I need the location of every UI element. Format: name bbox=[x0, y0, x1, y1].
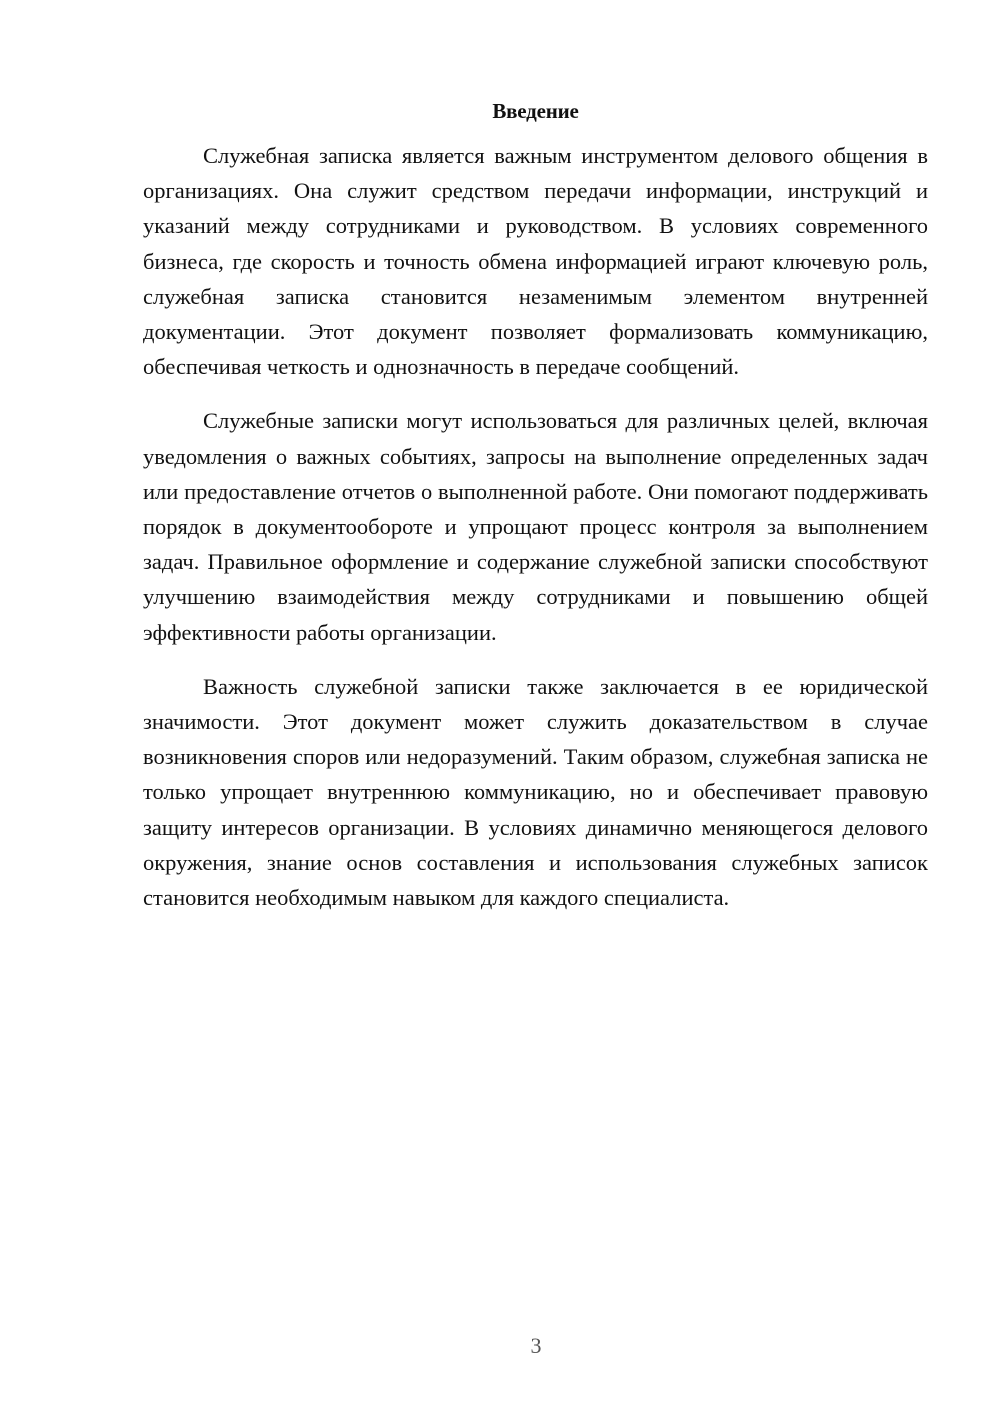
paragraph-1: Служебная записка является важным инструментом делового общения в организациях. Она служит средством передачи информации, инструкций и указаний между сотрудниками и руководством. В условиях современного бизнеса, где скорость и точность обмена информацией играют ключевую роль, служебная записка становится незаменимым элементом внутренней документации. Этот документ позволяет формализовать коммуникацию, обеспечивая четкость и однозначность в передаче сообщений. bbox=[143, 143, 928, 380]
paragraph-2: Служебные записки могут использоваться для различных целей, включая уведомления о важных событиях, запросы на выполнение определенных задач или предоставление отчетов о выполненной работе. Они помогают поддерживать порядок в документообороте и упрощают процесс контроля за выполнением задач. Правильное оформление и содержание служебной записки способствуют улучшению взаимодействия между сотрудниками и повышению общей эффективности работы организации. bbox=[143, 408, 928, 645]
paragraph-3: Важность служебной записки также заключается в ее юридической значимости. Этот документ может служить доказательством в случае возникновения споров или недоразумений. Таким образом, служебная записка не только упрощает внутреннюю коммуникацию, но и обеспечивает правовую защиту интересов организации. В условиях динамично меняющегося делового окружения, знание основ составления и использования служебных записок становится необходимым навыком для каждого специалиста. bbox=[143, 673, 928, 911]
page-number: 3 bbox=[530, 1333, 542, 1358]
section-heading: Введение bbox=[492, 99, 579, 123]
page-content bbox=[143, 96, 928, 934]
